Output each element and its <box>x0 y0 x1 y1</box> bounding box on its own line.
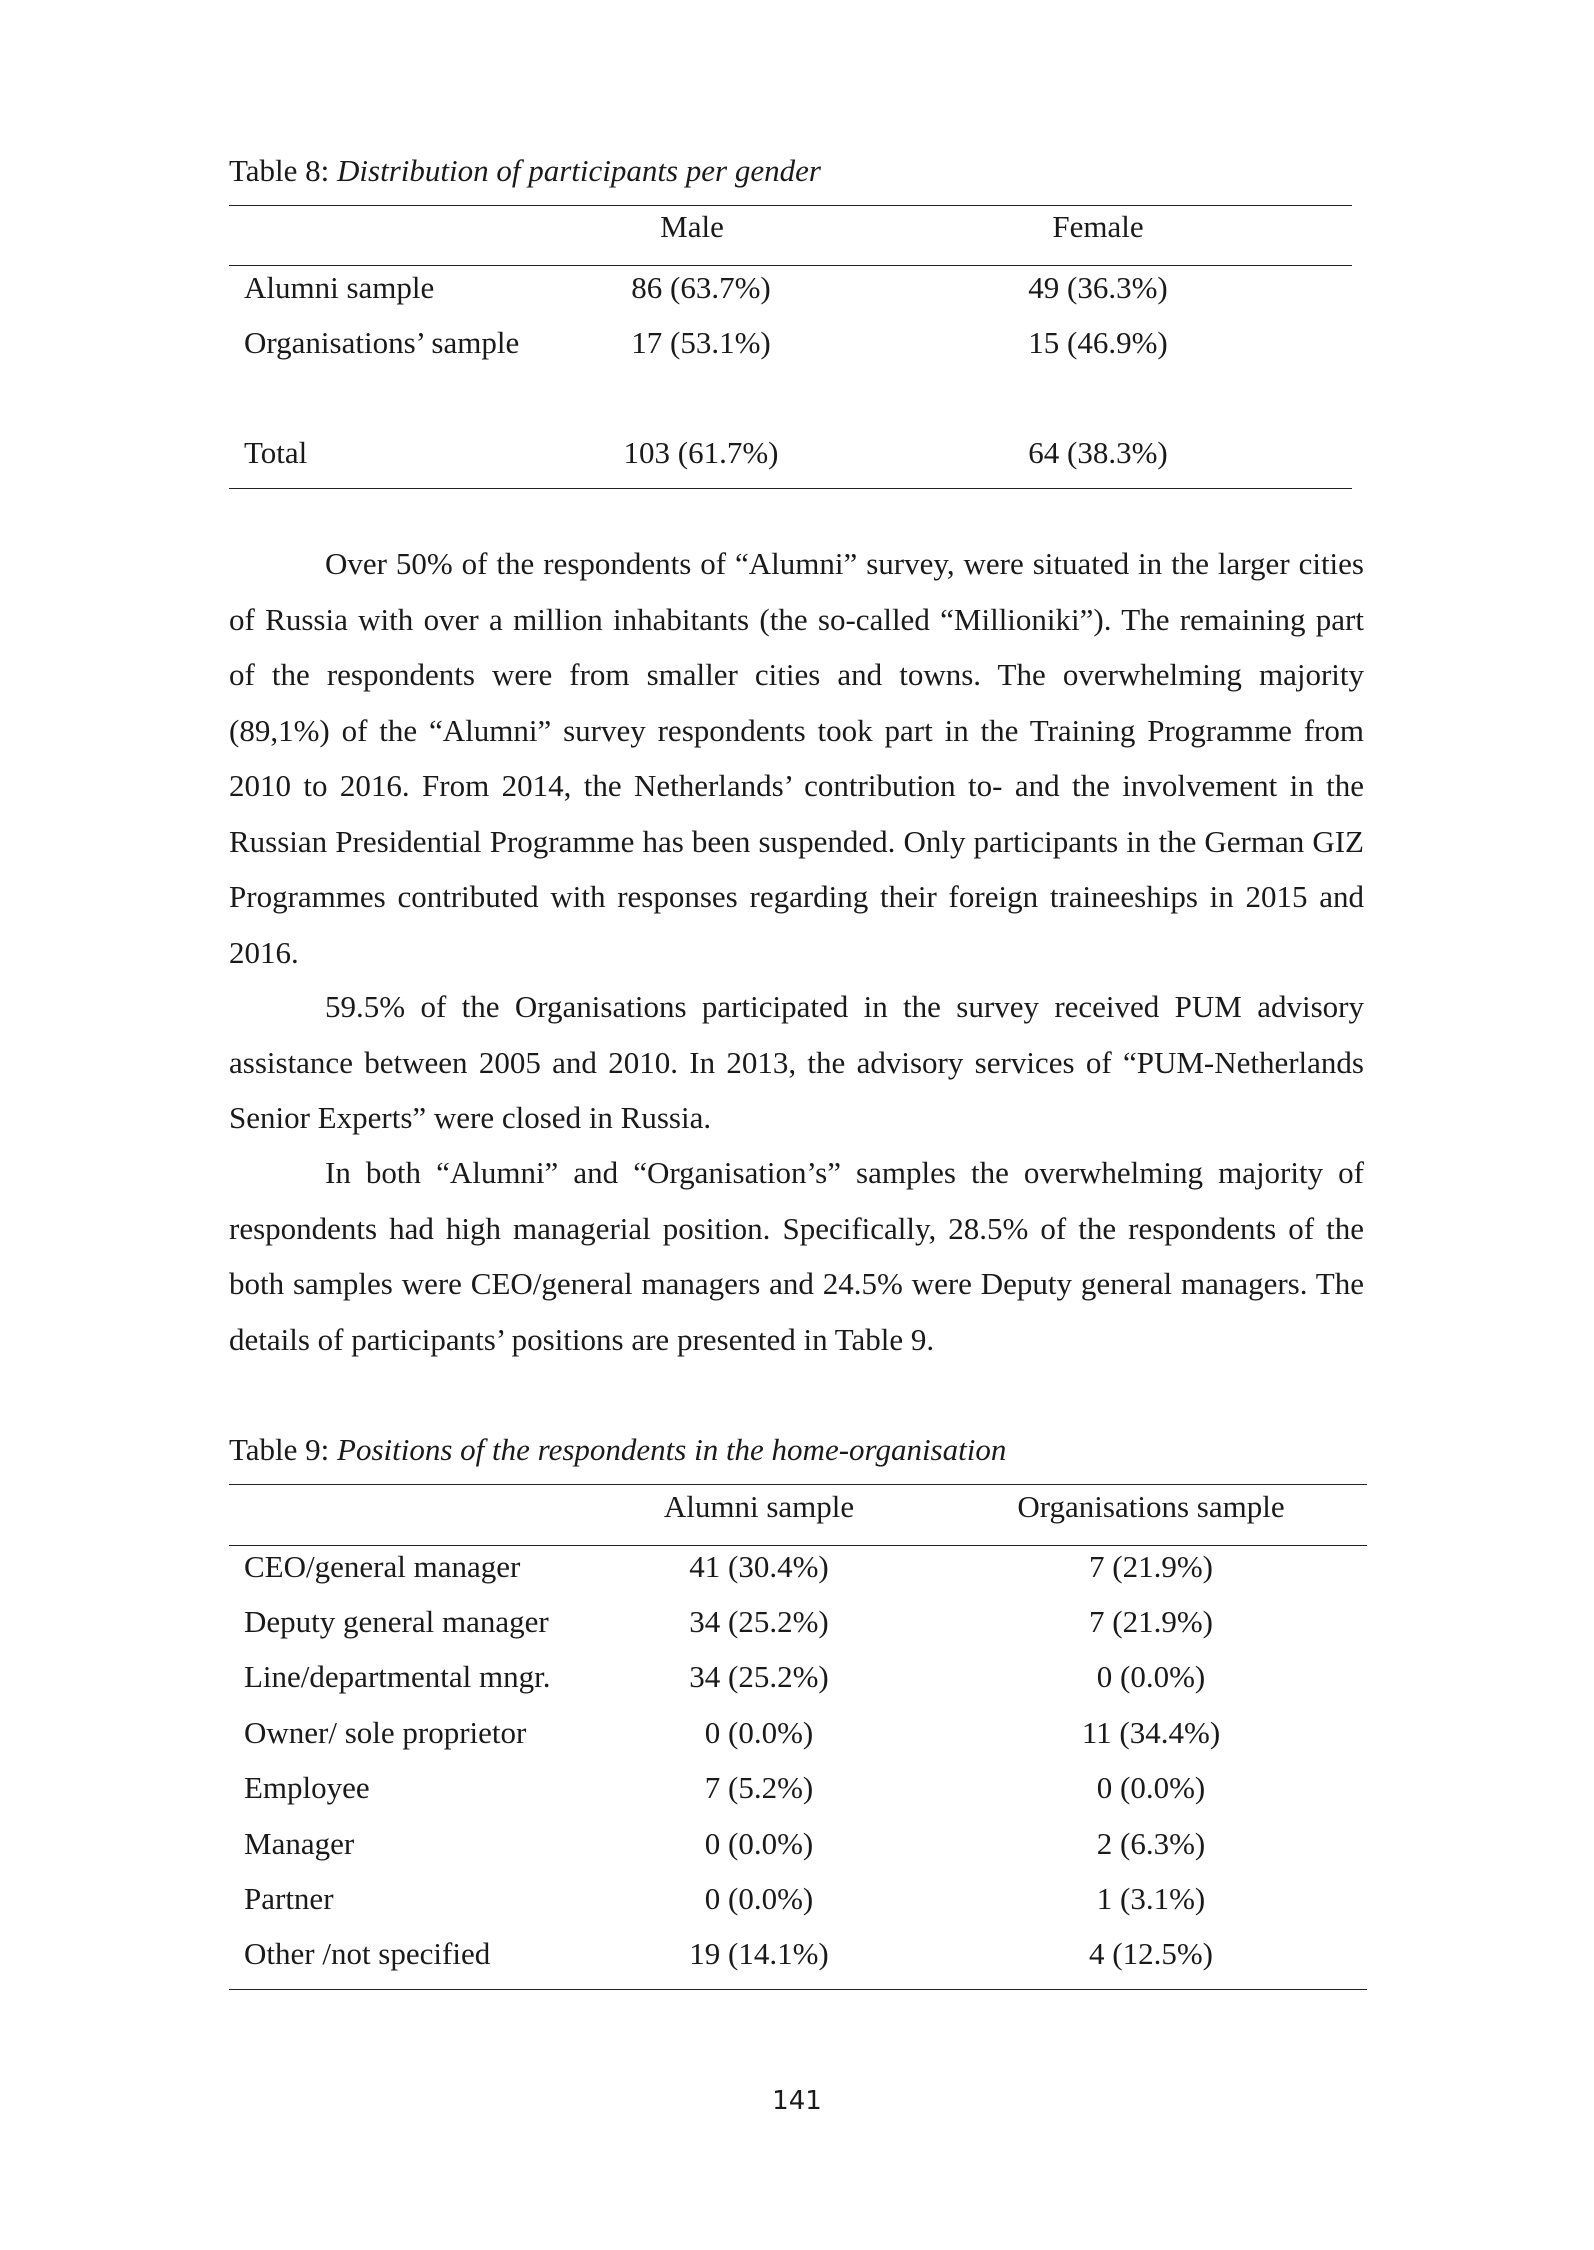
table9-cell-alumni: 0 (0.0%) <box>704 1826 814 1861</box>
body-paragraph: In both “Alumni” and “Organisation’s” samples the overwhelming majority of respondents had high managerial position. Specifically, 28.5% of the respondents of the both samples were CEO/general managers and 24.5% were Deputy general managers. The details of participants’ positions are presented in Table 9. <box>229 1155 1364 1357</box>
table9-row-label: Other /not specified <box>244 1936 491 1971</box>
table9-cell-orgs: 0 (0.0%) <box>1096 1659 1206 1694</box>
table9-top-rule <box>229 1484 1367 1485</box>
table9-cell-alumni: 0 (0.0%) <box>704 1881 814 1916</box>
table8-header-male: Male <box>660 209 724 244</box>
page-number: 141 <box>772 2086 822 2116</box>
table9-row-label: Line/departmental mngr. <box>244 1659 551 1694</box>
body-paragraph: 59.5% of the Organisations participated in the survey received PUM advisory assistance between 2005 and 2010. In 2013, the advisory services of “PUM-Netherlands Senior Experts” were closed in Russia. <box>229 989 1364 1135</box>
table8-label: Table 8: <box>229 153 330 188</box>
table8-caption <box>229 151 821 191</box>
table9-row-label: Owner/ sole proprietor <box>244 1715 527 1750</box>
table9-bottom-rule <box>229 1989 1367 1990</box>
table8-cell-female: 49 (36.3%) <box>1028 270 1168 305</box>
table9-cell-orgs: 7 (21.9%) <box>1089 1604 1213 1639</box>
table9-cell-orgs: 2 (6.3%) <box>1096 1826 1206 1861</box>
table9-title: Positions of the respondents in the home-organisation <box>337 1432 1007 1467</box>
table8-top-rule <box>229 205 1352 206</box>
table9-header-rule <box>229 1545 1367 1546</box>
table9-cell-alumni: 41 (30.4%) <box>689 1549 829 1584</box>
table9-row-label: Deputy general manager <box>244 1604 549 1639</box>
table9-row-label: Manager <box>244 1826 355 1861</box>
table9-cell-alumni: 0 (0.0%) <box>704 1715 814 1750</box>
table9-cell-alumni: 19 (14.1%) <box>689 1936 829 1971</box>
table9-row-label: CEO/general manager <box>244 1549 521 1584</box>
body-paragraph: Over 50% of the respondents of “Alumni” survey, were situated in the larger cities of Russia with over a million inhabitants (the so-called “Millioniki”). The remaining part of the respondents were from smaller cities and towns. The overwhelming majority (89,1%) of the “Alumni” survey respondents took part in the Training Programme from 2010 to 2016. From 2014, the Netherlands’ contribution to- and the involvement in the Russian Presidential Programme has been suspended. Only participants in the German GIZ Programmes contributed with responses regarding their foreign traineeships in 2015 and 2016. <box>229 546 1364 970</box>
table9-cell-alumni: 34 (25.2%) <box>689 1604 829 1639</box>
table9-cell-orgs: 11 (34.4%) <box>1081 1715 1221 1750</box>
table8-header-rule <box>229 265 1352 266</box>
table8-cell-male: 17 (53.1%) <box>631 325 771 360</box>
table8-row-label: Alumni sample <box>244 270 435 305</box>
table9-cell-alumni: 7 (5.2%) <box>704 1770 814 1805</box>
table9-label: Table 9: <box>229 1432 330 1467</box>
table8-title: Distribution of participants per gender <box>337 153 821 188</box>
table8-row-label: Organisations’ sample <box>244 325 520 360</box>
table8-header-female: Female <box>1052 209 1144 244</box>
table9-cell-orgs: 7 (21.9%) <box>1089 1549 1213 1584</box>
table9-header-orgs: Organisations sample <box>1017 1489 1285 1524</box>
table9-cell-orgs: 0 (0.0%) <box>1096 1770 1206 1805</box>
table8-cell-female: 64 (38.3%) <box>1028 435 1168 470</box>
table8-row-label: Total <box>244 435 308 470</box>
table8-bottom-rule <box>229 488 1352 489</box>
table8-cell-male: 103 (61.7%) <box>623 435 779 470</box>
table9-cell-orgs: 4 (12.5%) <box>1089 1936 1213 1971</box>
table9-row-label: Employee <box>244 1770 370 1805</box>
table9-cell-orgs: 1 (3.1%) <box>1096 1881 1206 1916</box>
table8-cell-male: 86 (63.7%) <box>631 270 771 305</box>
table9-caption <box>229 1430 1006 1470</box>
table9-header-alumni: Alumni sample <box>663 1489 855 1524</box>
table9-row-label: Partner <box>244 1881 334 1916</box>
table9-cell-alumni: 34 (25.2%) <box>689 1659 829 1694</box>
table8-cell-female: 15 (46.9%) <box>1028 325 1168 360</box>
